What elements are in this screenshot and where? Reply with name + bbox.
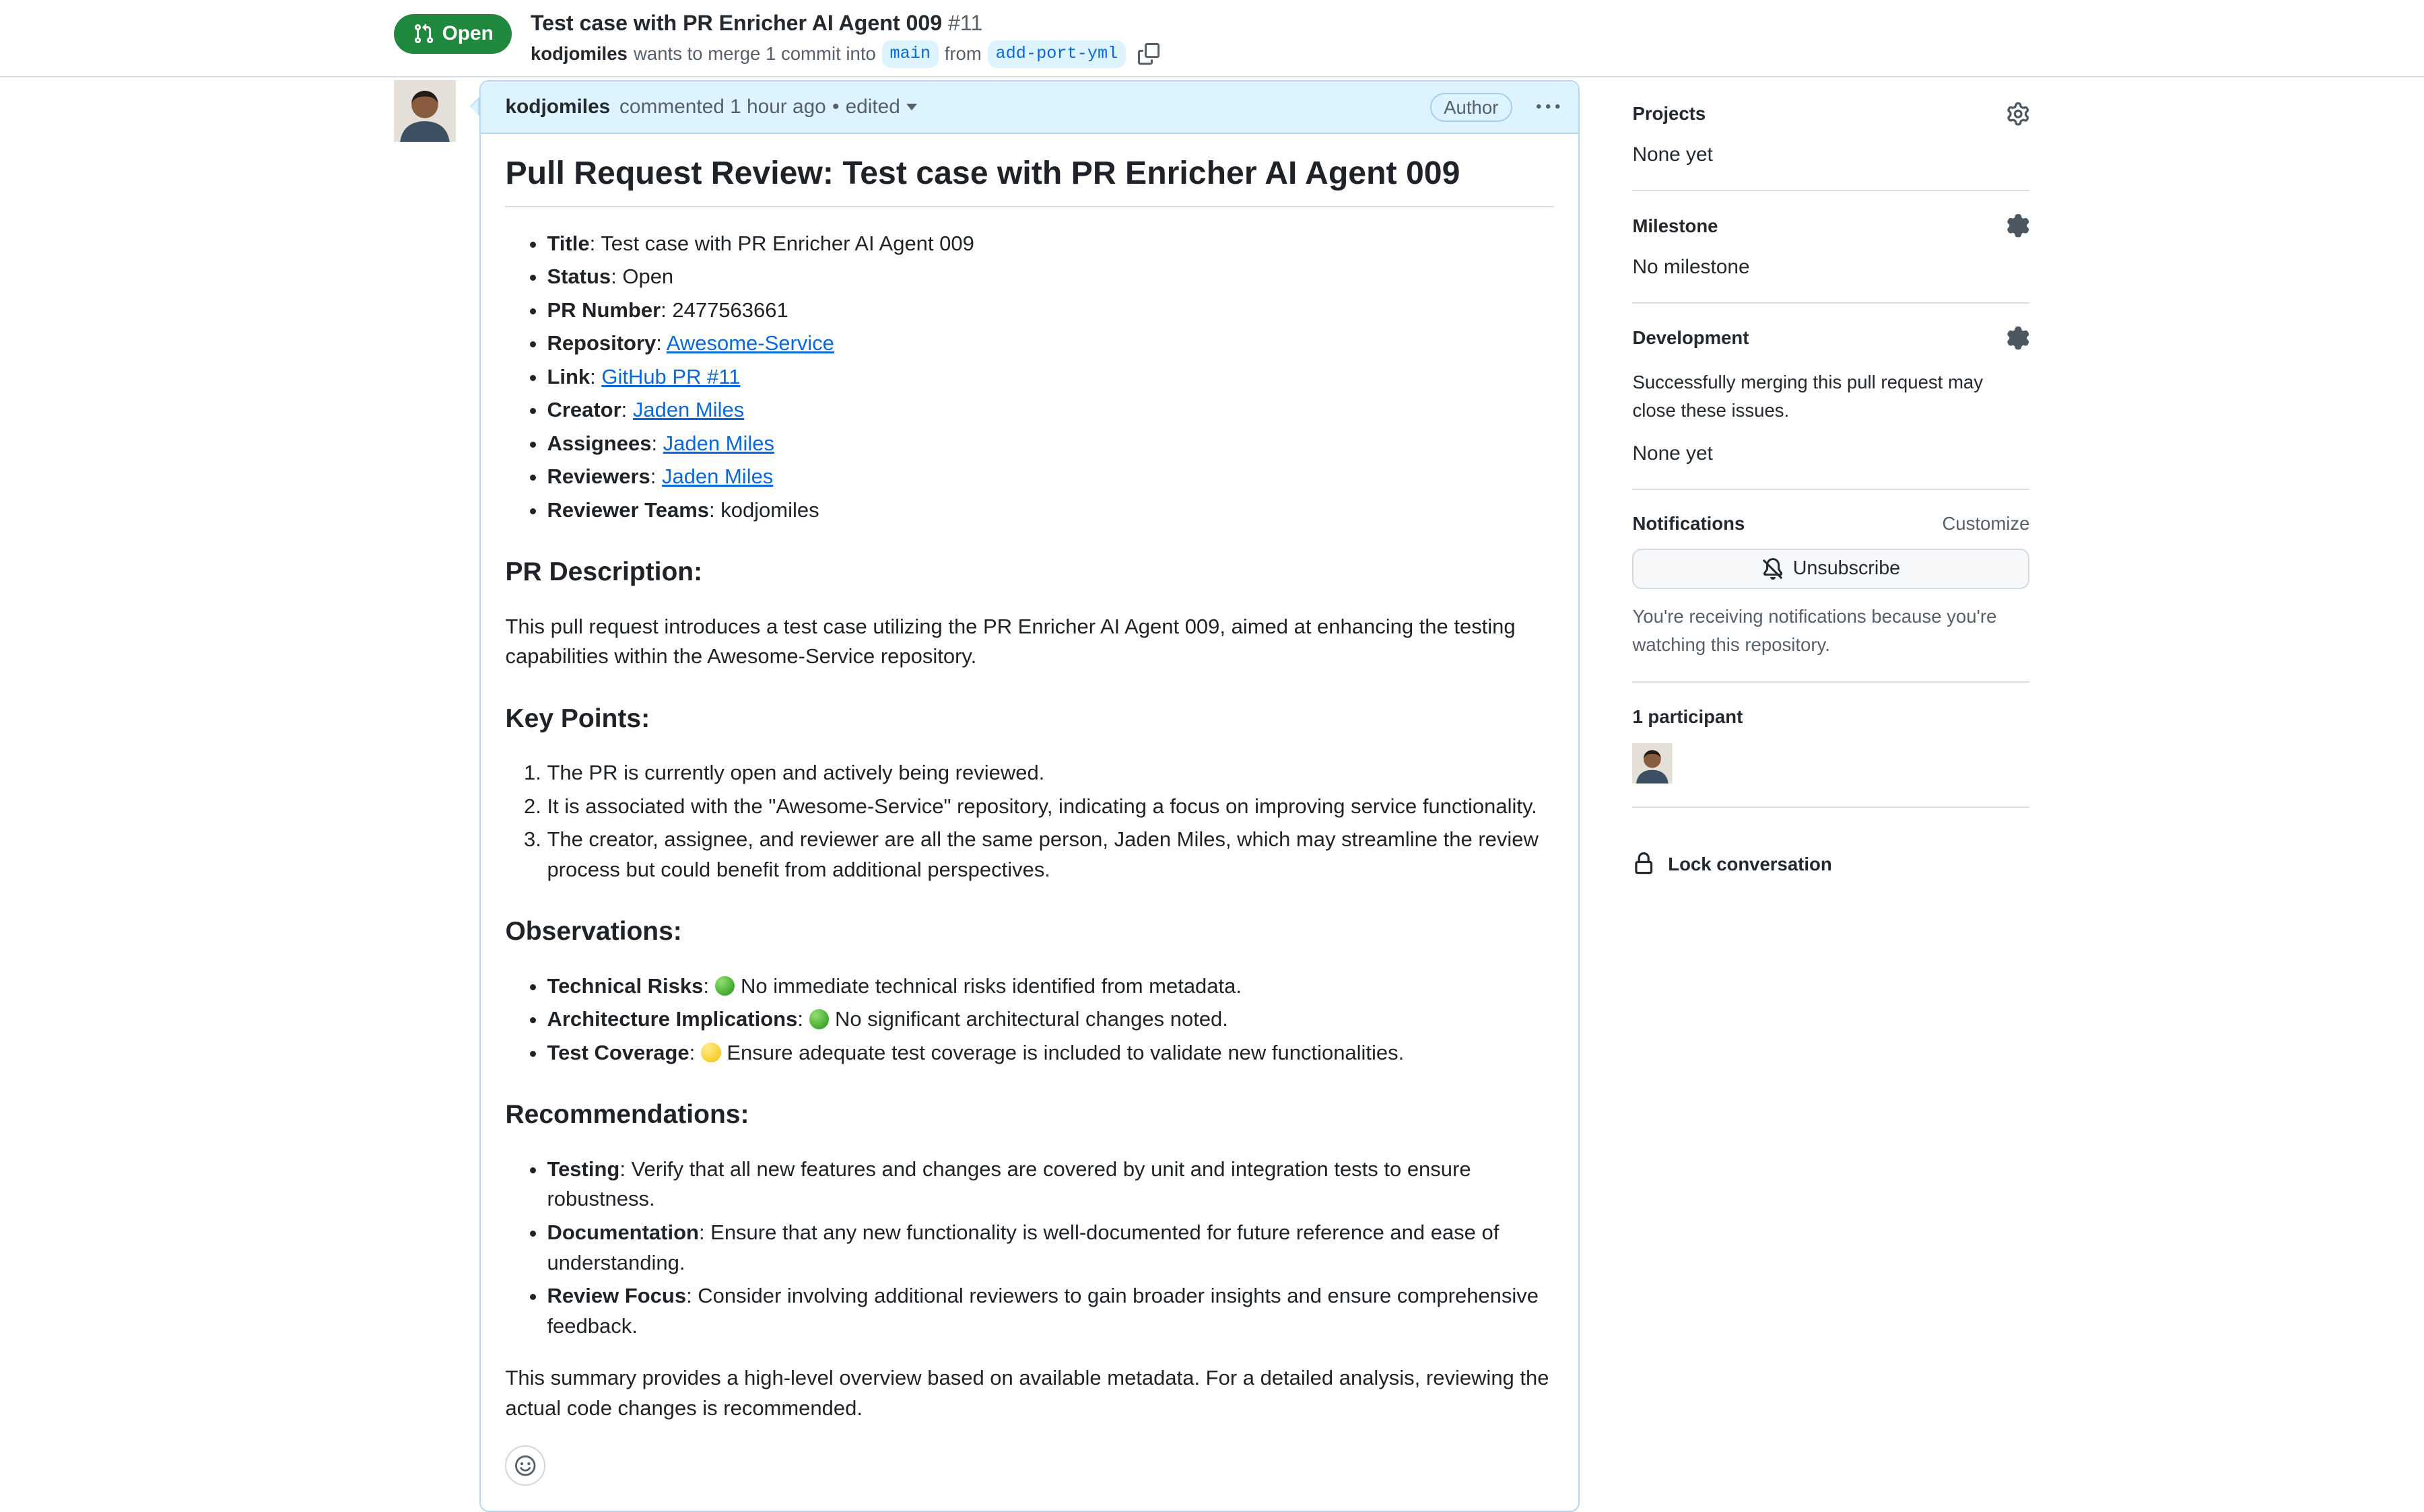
list-item: • Assignees: Jaden Miles xyxy=(547,429,1553,459)
merge-text: wants to merge 1 commit into xyxy=(634,42,876,64)
comment-options-button[interactable] xyxy=(1537,96,1559,118)
pr-title xyxy=(531,9,1159,37)
notifications-section xyxy=(1632,490,2029,683)
customize-link[interactable]: Customize xyxy=(1942,513,2030,535)
lock-conversation-button[interactable] xyxy=(1632,831,2029,876)
list-item: • Status: Open xyxy=(547,262,1553,292)
closing-summary-text: This summary provides a high-level overview based on available metadata. For a detailed analysis, reviewing the actual code changes is recommended. xyxy=(505,1366,1549,1420)
pr-number: #11 xyxy=(948,10,983,35)
pr-metadata-list xyxy=(505,229,1553,526)
pr-title-text: Test case with PR Enricher AI Agent 009 xyxy=(530,10,943,35)
conversation-column xyxy=(394,77,1580,1512)
lock-icon xyxy=(1632,852,1655,875)
page-layout xyxy=(0,77,2424,1512)
notifications-caption: You're receiving notifications because you're watching this repository. xyxy=(1632,606,1997,655)
gear-icon xyxy=(2007,102,2029,125)
pr-state-badge xyxy=(394,14,512,55)
unsubscribe-button[interactable] xyxy=(1632,549,2029,589)
yellow-circle-emoji xyxy=(701,1043,721,1063)
key-points-heading: Key Points: xyxy=(505,703,650,733)
list-item: • Documentation: Ensure that any new functionality is well-documented for future reference and ease of understanding. xyxy=(547,1218,1553,1278)
pr-merge-summary xyxy=(531,40,1159,68)
list-item: • Title: Test case with PR Enricher AI Agent 009 xyxy=(547,229,1553,259)
list-item: 1. The PR is currently open and actively being reviewed. xyxy=(547,758,1553,788)
discussion-sidebar xyxy=(1632,77,2029,899)
list-item: • Link: GitHub PR #11 xyxy=(547,362,1553,392)
creator-link[interactable]: Jaden Miles xyxy=(632,398,745,422)
list-item: • Test Coverage: Ensure adequate test coverage is included to validate new functionalities. xyxy=(547,1038,1553,1068)
green-circle-emoji xyxy=(809,1009,830,1029)
milestone-value: No milestone xyxy=(1632,256,1750,279)
milestone-section xyxy=(1632,191,2029,304)
projects-settings-button[interactable] xyxy=(2007,102,2029,125)
edited-dropdown[interactable] xyxy=(846,96,917,118)
participant-avatar[interactable] xyxy=(1632,743,1673,784)
repository-link[interactable]: Awesome-Service xyxy=(666,331,834,355)
assignee-link[interactable]: Jaden Miles xyxy=(663,431,774,455)
merge-text-from: from xyxy=(944,42,982,64)
smiley-icon xyxy=(514,1454,537,1477)
user-avatar-image xyxy=(1632,743,1673,784)
reviewer-link[interactable]: Jaden Miles xyxy=(661,465,774,489)
separator-dot: • xyxy=(832,96,840,118)
author-association-badge: Author xyxy=(1430,93,1512,122)
development-section xyxy=(1632,304,2029,490)
participants-heading: 1 participant xyxy=(1632,706,1743,727)
milestone-settings-button[interactable] xyxy=(2007,214,2029,237)
base-branch-pill[interactable]: main xyxy=(882,40,939,68)
pr-description-text: This pull request introduces a test case utilizing the PR Enricher AI Agent 009, aimed at enhancing the testing capabilities within the Awesome-Service repository. xyxy=(505,614,1516,668)
notifications-heading: Notifications xyxy=(1632,513,1745,535)
development-description: Successfully merging this pull request may close these issues. xyxy=(1632,372,1984,421)
observations-heading: Observations: xyxy=(505,917,682,947)
list-item: • Repository: Awesome-Service xyxy=(547,329,1553,359)
green-circle-emoji xyxy=(715,976,735,996)
gear-icon xyxy=(2007,327,2029,349)
lock-conversation-label: Lock conversation xyxy=(1668,853,1832,874)
edited-label: edited xyxy=(845,96,900,118)
development-settings-button[interactable] xyxy=(2007,327,2029,349)
list-item: • Testing: Verify that all new features and changes are covered by unit and integration tests to ensure robustness. xyxy=(547,1155,1553,1215)
list-item: • PR Number: 2477563661 xyxy=(547,296,1553,326)
pr-state-label: Open xyxy=(442,22,494,45)
github-pr-link[interactable]: GitHub PR #11 xyxy=(601,364,741,388)
lock-conversation-section xyxy=(1632,808,2029,899)
chevron-down-icon xyxy=(906,104,917,110)
milestone-heading: Milestone xyxy=(1632,215,1718,236)
comment-author-link[interactable]: kodjomiles xyxy=(505,96,611,118)
copy-branch-button[interactable] xyxy=(1138,43,1159,65)
pr-description-heading: PR Description: xyxy=(505,557,703,587)
list-item: 2. It is associated with the "Awesome-Service" repository, indicating a focus on improving service functionality. xyxy=(547,792,1553,822)
head-branch-pill[interactable]: add-port-yml xyxy=(988,40,1126,68)
projects-value: None yet xyxy=(1632,143,1713,166)
comment-header xyxy=(481,81,1579,134)
recommendations-heading: Recommendations: xyxy=(505,1100,749,1130)
list-item: • Reviewers: Jaden Miles xyxy=(547,462,1553,492)
copy-icon xyxy=(1138,43,1159,65)
observations-list xyxy=(505,971,1553,1068)
list-item: • Creator: Jaden Miles xyxy=(547,395,1553,425)
recommendations-list xyxy=(505,1155,1553,1342)
list-item: • Technical Risks: No immediate technical risks identified from metadata. xyxy=(547,971,1553,1002)
review-title: Pull Request Review: Test case with PR Enricher AI Agent 009 xyxy=(505,153,1553,207)
development-heading: Development xyxy=(1632,327,1749,349)
participants-section xyxy=(1632,683,2029,808)
gear-icon xyxy=(2007,214,2029,237)
key-points-list xyxy=(505,758,1553,885)
development-value: None yet xyxy=(1632,442,1713,465)
pr-author-link[interactable]: kodjomiles xyxy=(530,42,628,64)
kebab-horizontal-icon xyxy=(1537,96,1559,118)
git-pull-request-icon xyxy=(413,23,434,44)
bell-slash-icon xyxy=(1762,558,1784,580)
list-item: • Review Focus: Consider involving additional reviewers to gain broader insights and ensure comprehensive feedback. xyxy=(547,1281,1553,1342)
comment-markdown-body xyxy=(481,134,1579,1510)
user-avatar-image xyxy=(394,80,456,142)
list-item: • Architecture Implications: No significant architectural changes noted. xyxy=(547,1004,1553,1035)
avatar[interactable] xyxy=(394,80,456,142)
pr-body-comment xyxy=(479,80,1580,1512)
list-item: • Reviewer Teams: kodjomiles xyxy=(547,495,1553,526)
unsubscribe-label: Unsubscribe xyxy=(1792,557,1901,580)
pr-sticky-header xyxy=(0,0,2424,77)
comment-action-text: commented 1 hour ago xyxy=(619,96,826,118)
projects-heading: Projects xyxy=(1632,102,1706,124)
projects-section xyxy=(1632,90,2029,191)
list-item: 3. The creator, assignee, and reviewer are all the same person, Jaden Miles, which may streamline the review process but could benefit from additional perspectives. xyxy=(547,825,1553,885)
pr-title-block xyxy=(531,9,1159,68)
add-reaction-button[interactable] xyxy=(505,1445,545,1486)
